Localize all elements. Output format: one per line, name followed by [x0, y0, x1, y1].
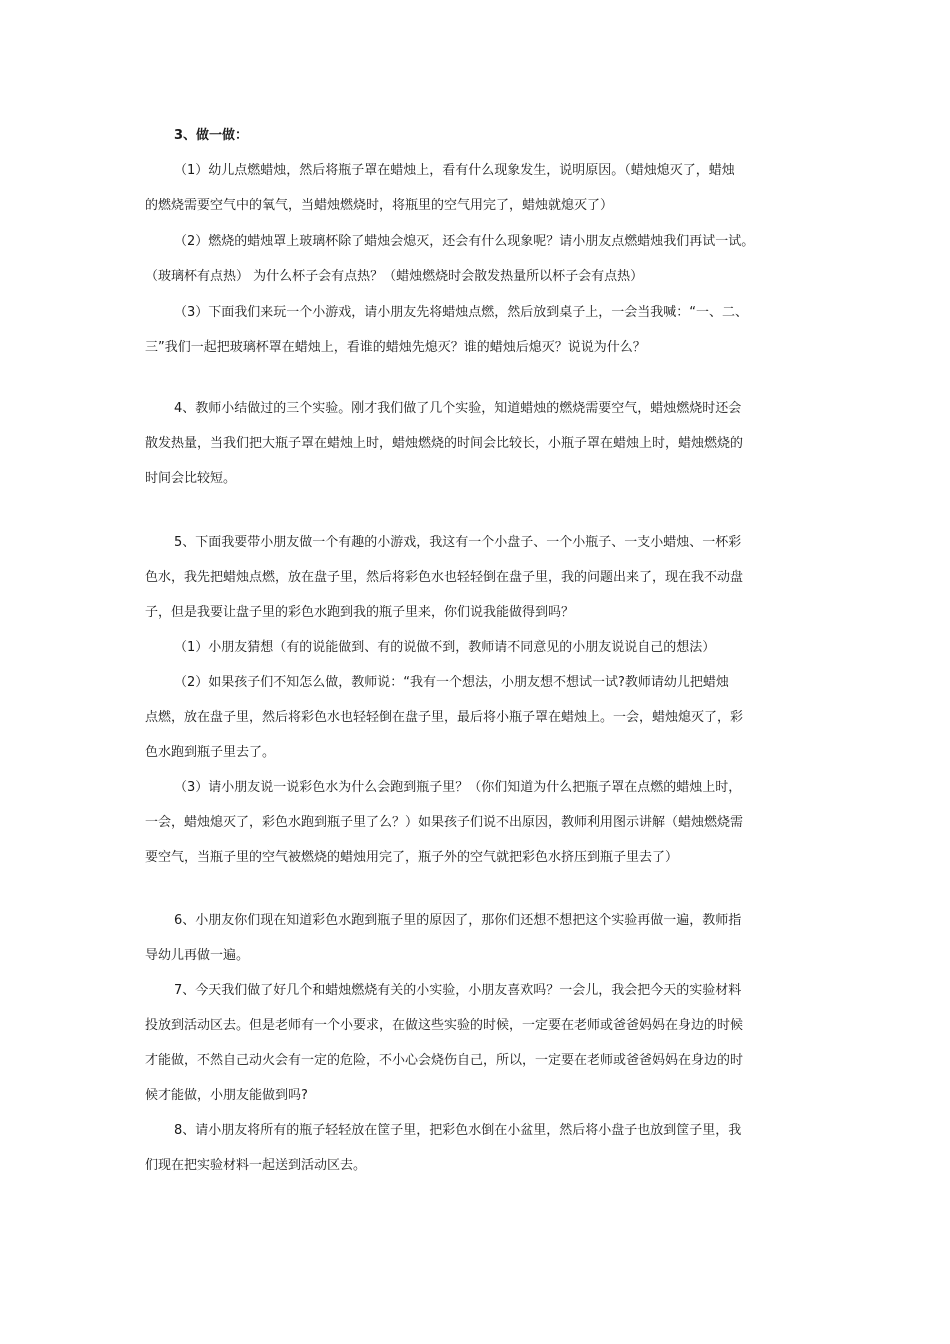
paragraph-line: 一会，蜡烛熄灭了，彩色水跑到瓶子里了么？）如果孩子们说不出原因，教师利用图示讲解（蜡烛燃烧需 [145, 815, 744, 830]
paragraph-line: （3）下面我们来玩一个小游戏，请小朋友先将蜡烛点燃，然后放到桌子上，一会当我喊：“一、二、 [174, 305, 749, 320]
paragraph-line: （1）小朋友猜想（有的说能做到、有的说做不到，教师请不同意见的小朋友说说自己的想法） [174, 640, 716, 655]
section-heading: 3、做一做： [174, 128, 249, 143]
paragraph-line: （1）幼儿点燃蜡烛，然后将瓶子罩在蜡烛上，看有什么现象发生，说明原因。（蜡烛熄灭了，蜡烛 [174, 163, 735, 178]
paragraph-line: （2）燃烧的蜡烛罩上玻璃杯除了蜡烛会熄灭，还会有什么现象呢？请小朋友点燃蜡烛我们再试一试。 [174, 234, 755, 249]
paragraph-line: 7、今天我们做了好几个和蜡烛燃烧有关的小实验，小朋友喜欢吗？一会儿，我会把今天的实验材料 [174, 983, 742, 998]
paragraph-line: 子，但是我要让盘子里的彩色水跑到我的瓶子里来，你们说我能做得到吗？ [145, 605, 575, 620]
paragraph-line: 色水，我先把蜡烛点燃，放在盘子里，然后将彩色水也轻轻倒在盘子里，我的问题出来了，现在我不动盘 [145, 570, 744, 585]
paragraph-line: 候才能做，小朋友能做到吗? [145, 1088, 308, 1103]
paragraph-line: 色水跑到瓶子里去了。 [145, 745, 276, 760]
paragraph-line: （玻璃杯有点热） 为什么杯子会有点热？（蜡烛燃烧时会散发热量所以杯子会有点热） [145, 269, 644, 284]
paragraph-line: 导幼儿再做一遍。 [145, 948, 250, 963]
paragraph-line: 散发热量，当我们把大瓶子罩在蜡烛上时，蜡烛燃烧的时间会比较长，小瓶子罩在蜡烛上时，蜡烛燃烧的 [145, 436, 744, 451]
paragraph-line: 5、下面我要带小朋友做一个有趣的小游戏，我这有一个小盘子、一个小瓶子、一支小蜡烛、一杯彩 [174, 535, 742, 550]
paragraph-line: 点燃，放在盘子里，然后将彩色水也轻轻倒在盘子里，最后将小瓶子罩在蜡烛上。一会，蜡烛熄灭了，彩 [145, 710, 744, 725]
paragraph-line: 4、教师小结做过的三个实验。刚才我们做了几个实验，知道蜡烛的燃烧需要空气，蜡烛燃烧时还会 [174, 401, 742, 416]
paragraph-line: 投放到活动区去。但是老师有一个小要求，在做这些实验的时候，一定要在老师或爸爸妈妈在身边的时候 [145, 1018, 744, 1033]
paragraph-line: 们现在把实验材料一起送到活动区去。 [145, 1158, 367, 1173]
paragraph-line: 的燃烧需要空气中的氧气，当蜡烛燃烧时，将瓶里的空气用完了，蜡烛就熄灭了） [145, 198, 614, 213]
paragraph-line: （3）请小朋友说一说彩色水为什么会跑到瓶子里？（你们知道为什么把瓶子罩在点燃的蜡烛上时， [174, 780, 742, 795]
paragraph-line: 三”我们一起把玻璃杯罩在蜡烛上，看谁的蜡烛先熄灭？谁的蜡烛后熄灭？说说为什么？ [145, 340, 646, 355]
paragraph-line: 6、小朋友你们现在知道彩色水跑到瓶子里的原因了，那你们还想不想把这个实验再做一遍，教师指 [174, 913, 742, 928]
paragraph-line: （2）如果孩子们不知怎么做，教师说：“我有一个想法，小朋友想不想试一试?教师请幼儿把蜡烛 [174, 675, 729, 690]
paragraph-line: 时间会比较短。 [145, 471, 237, 486]
paragraph-line: 要空气，当瓶子里的空气被燃烧的蜡烛用完了，瓶子外的空气就把彩色水挤压到瓶子里去了） [145, 850, 679, 865]
paragraph-line: 才能做，不然自己动火会有一定的危险，不小心会烧伤自己，所以，一定要在老师或爸爸妈妈在身边的时 [145, 1053, 744, 1068]
paragraph-line: 8、请小朋友将所有的瓶子轻轻放在筐子里，把彩色水倒在小盆里，然后将小盘子也放到筐子里，我 [174, 1123, 742, 1138]
